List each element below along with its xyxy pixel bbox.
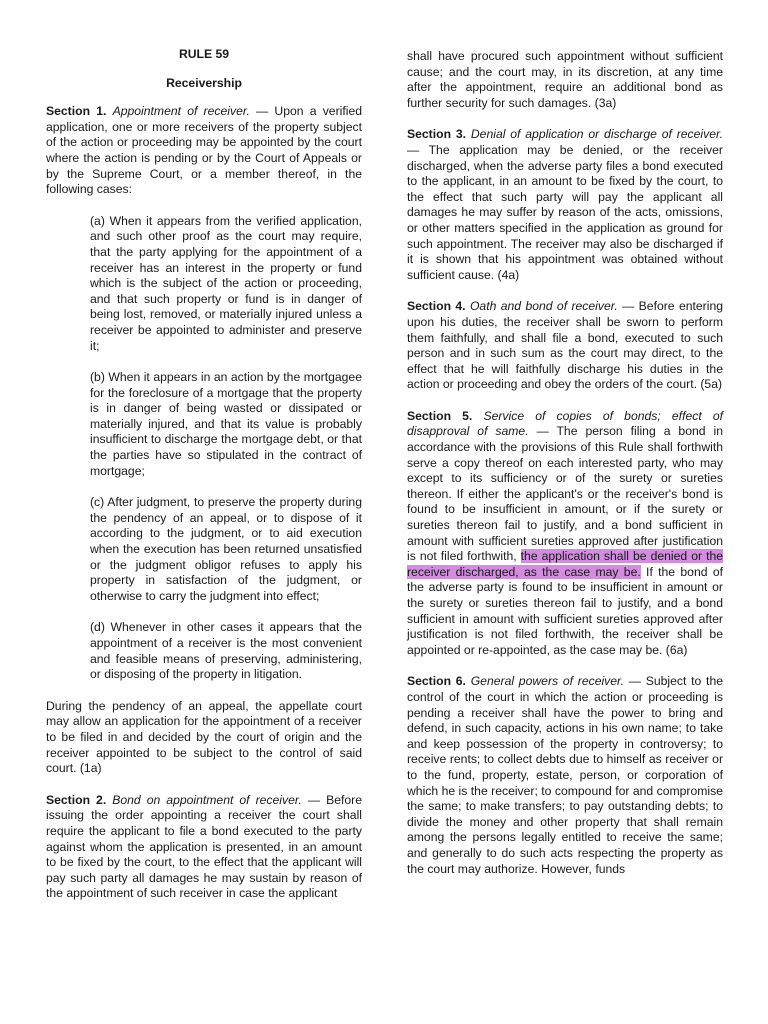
clause-d: (d) Whenever in other cases it appears that the appointment of a receiver is the most convenient and feasible means of preserving, administering, or disposing of the property in litigation.: [90, 620, 362, 682]
section-2: [46, 793, 362, 902]
section-1: [46, 104, 362, 198]
section-4-body: — Before entering upon his duties, the receiver shall be sworn to perform them faithfully, and shall file a bond, executed to such person and in such sum as the court may direct, to the effect that he will faithfully discharge his duties in the action or proceeding and obey the orders of the court. (5a): [407, 299, 724, 392]
section-5-body-start: — The person filing a bond in accordance with the provisions of this Rule shall forthwith serve a copy thereof on each interested party, who may except to its sufficiency or of the surety or sureties thereon. If either the applicant's or the receiver's bond is found to be insufficient in amount, or if the surety or sureties thereon fail to justify, and a bond sufficient in amount with sufficient sureties approved after justification is not filed forthwith,: [407, 424, 723, 564]
section-2-heading: Section 2.: [46, 792, 107, 807]
right-column: [407, 49, 723, 893]
section-3-body: — The application may be denied, or the receiver discharged, when the adverse party files a bond executed to the applicant, in an amount to be fixed by the court, to the effect that such party will pay the applicant all damages he may suffer by reason of the acts, omissions, or other matters specified in the application as ground for such appointment. The receiver may also be discharged if it is shown that his appointment was obtained without sufficient cause. (4a): [407, 142, 723, 282]
section-2-continuation: shall have procured such appointment without sufficient cause; and the court may, in its discretion, at any time after the appointment, require an additional bond as further security for such damages. (3a): [407, 49, 723, 110]
section-5-title: Service of copies of bonds; effect of disapproval of same.: [407, 408, 724, 439]
section-6-heading: Section 6.: [407, 674, 466, 689]
section-4: [407, 299, 723, 393]
section-6-title: General powers of receiver.: [470, 674, 625, 689]
section-1-body: — Upon a verified application, one or more receivers of the property subject of the action or proceeding may be appointed by the court where the action is pending or by the Court of Appeals or by the Supreme Court, or a member thereof, in the following cases:: [46, 104, 362, 197]
appeal-paragraph: During the pendency of an appeal, the appellate court may allow an application for the appointment of a receiver to be filed in and decided by the court of origin and the receiver appointed to be subject to the control of said court. (1a): [46, 698, 362, 776]
rule-title: Receivership: [166, 75, 242, 90]
section-3: [407, 127, 723, 283]
section-4-heading: Section 4.: [407, 299, 466, 314]
clause-b: (b) When it appears in an action by the mortgagee for the foreclosure of a mortgage that the property is in danger of being wasted or dissipated or materially injured, and that its value is probably insufficient to discharge the mortgage debt, or that the parties have so stipulated in the contract of mortgage;: [90, 370, 362, 478]
section-1-title: Appointment of receiver.: [112, 104, 250, 119]
section-3-title: Denial of application or discharge of receiver.: [470, 127, 723, 142]
section-1-heading: Section 1.: [46, 104, 107, 119]
section-4-title: Oath and bond of receiver.: [469, 299, 618, 314]
highlighted-text[interactable]: the application shall be denied or the receiver discharged, as the case may be.: [407, 549, 724, 579]
section-5: [407, 409, 723, 659]
section-6: [407, 674, 723, 877]
rule-number: RULE 59: [178, 47, 230, 61]
section-5-body-end: If the bond of the adverse party is found to be insufficient in amount or the surety or sureties thereon fail to justify, and a bond sufficient in amount with sufficient sureties approved after justification is not filed forthwith, the receiver shall be appointed or re-appointed, as the case may be. (6a): [407, 564, 723, 657]
section-2-body: — Before issuing the order appointing a receiver the court shall require the applicant to file a bond executed to the party against whom the application is presented, in an amount to be fixed by the court, to the effect that the applicant will pay such party all damages he may sustain by reason of the appointment of such receiver in case the applicant: [46, 792, 362, 901]
clause-c: (c) After judgment, to preserve the property during the pendency of an appeal, or to dispose of it according to the judgment, or to aid execution when the execution has been returned unsatisfied or the judgment obligor refuses to apply his property in satisfaction of the judgment, or otherwise to carry the judgment into effect;: [90, 495, 362, 603]
section-3-heading: Section 3.: [407, 127, 467, 142]
clause-a: (a) When it appears from the verified application, and such other proof as the court may require, that the party applying for the appointment of a receiver has an interest in the property or fund which is the subject of the action or proceeding, and that such property or fund is in danger of being lost, removed, or materially injured unless a receiver be appointed to administer and preserve it;: [90, 213, 362, 353]
section-2-title: Bond on appointment of receiver.: [112, 792, 302, 807]
left-column: [46, 47, 362, 918]
section-5-heading: Section 5.: [407, 408, 473, 423]
section-6-body: — Subject to the control of the court in which the action or proceeding is pending a receiver shall have the power to bring and defend, in such capacity, actions in his own name; to take and keep possession of the property in controversy; to receive rents; to collect debts due to himself as receiver or to the fund, property, estate, person, or corporation of which he is the receiver; to compound for and compromise the same; to make transfers; to pay outstanding debts; to divide the money and other property that shall remain among the persons legally entitled to receive the same; and generally to do such acts respecting the property as the court may authorize. However, funds: [407, 674, 723, 876]
